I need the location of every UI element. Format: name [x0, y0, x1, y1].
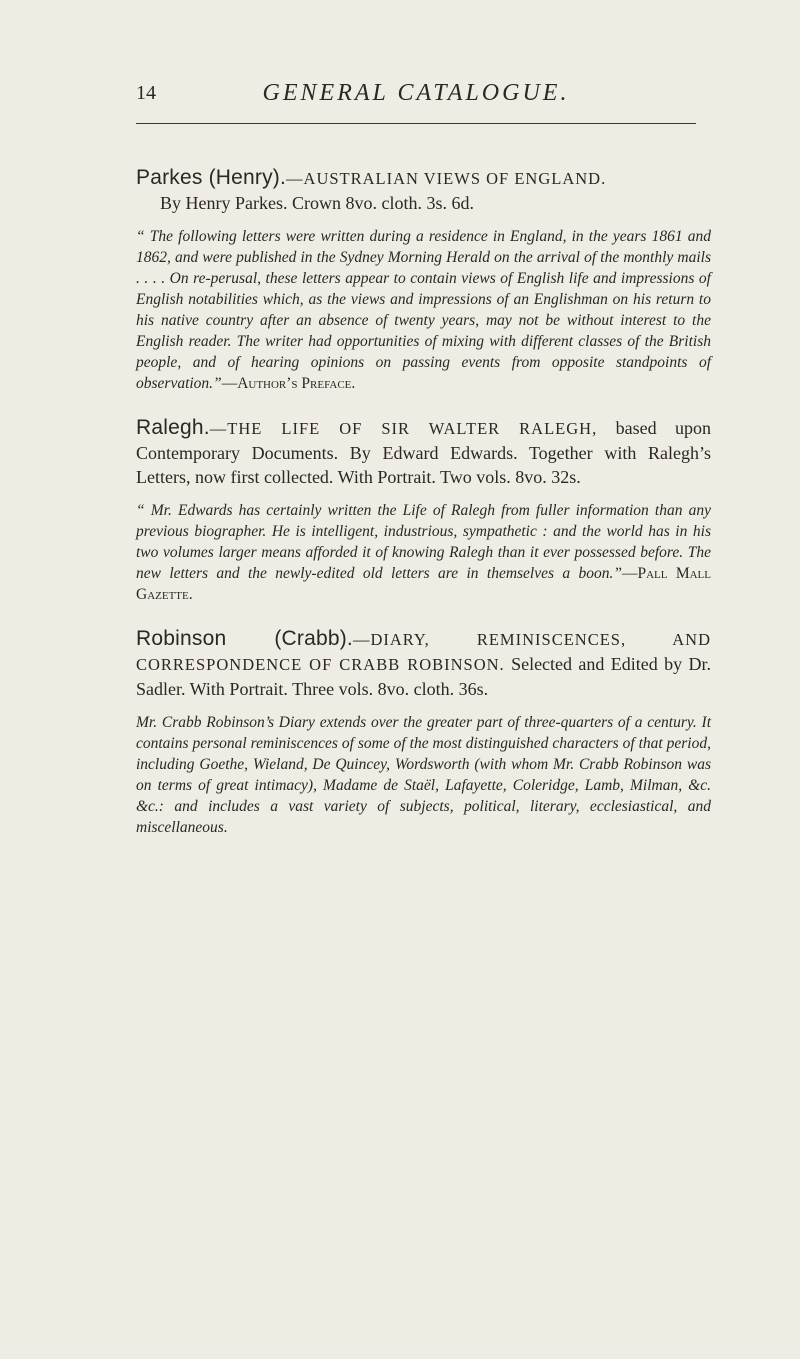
- page-header: [136, 80, 696, 124]
- entry-author: Ralegh.: [136, 416, 210, 439]
- entry-details: Selected and Edited by Dr. Sadler. With Portrait. Three vols. 8vo. cloth. 36s.: [136, 654, 711, 699]
- entry-title: —THE LIFE OF SIR WALTER RALEGH,: [209, 419, 598, 438]
- catalogue-entry: [136, 416, 711, 605]
- catalogue-entry: [136, 627, 711, 838]
- review-source: —Pall Mall Gazette.: [136, 565, 711, 603]
- review-text: “ The following letters were written during a residence in England, in the years 1861 and 1862, and were published in the Sydney Morning Herald on the arrival of the monthly mails . . . . On re-perusal, these letters appear to contain views of English life and impressions of English notabilities which, as the views and impressions of an Englishman on his return to his native country after an absence of twenty years, may not be without interest to the English reader. The writer had opportunities of mixing with different classes of the British people, and of hearing opinions on passing events from opposite standpoints of observation.”: [136, 228, 711, 392]
- catalogue-entry: [136, 166, 711, 394]
- entry-details: based upon Contemporary Documents. By Edward Edwards. Together with Ralegh’s Letters, now first collected. With Portrait. Two vols. 8vo. 32s.: [136, 418, 712, 487]
- review-text: “ Mr. Edwards has certainly written the Life of Ralegh from fuller information than any previous biographer. He is intelligent, industrious, sympathetic : and the world has in his two volumes larger means afforded it of knowing Ralegh than it ever possessed before. The new letters and the newly-edited old letters are in themselves a boon.”: [136, 502, 711, 582]
- review-text: Mr. Crabb Robinson’s Diary extends over the greater part of three-quarters of a century. It contains personal reminiscences of some of the most distinguished characters of that period, including Goethe, Wieland, De Quincey, Wordsworth (with whom Mr. Crabb Robinson was on terms of great intimacy), Madame de Staël, Lafayette, Coleridge, Lamb, Milman, &c. &c.: and includes a vast variety of subjects, political, literary, ecclesiastical, and miscellaneous.: [136, 714, 711, 836]
- entry-author: Robinson (Crabb).: [136, 627, 353, 650]
- running-title: GENERAL CATALOGUE.: [262, 80, 570, 106]
- page-number: 14: [136, 82, 156, 104]
- review-source: —Author’s Preface.: [221, 375, 356, 392]
- catalogue-entries: [136, 166, 711, 860]
- entry-heading: [136, 627, 711, 701]
- header-rule: [136, 123, 696, 124]
- entry-author: Parkes (Henry).: [136, 166, 287, 189]
- entry-heading: [136, 416, 711, 489]
- entry-review: [136, 712, 711, 838]
- entry-review: [136, 226, 711, 394]
- entry-title: —AUSTRALIAN VIEWS OF ENGLAND.: [286, 169, 607, 188]
- entry-title: —DIARY, REMINISCENCES, AND CORRESPONDENCE OF CRABB ROBINSON.: [136, 630, 711, 674]
- entry-heading: [136, 166, 711, 215]
- entry-review: [136, 500, 711, 605]
- entry-details: By Henry Parkes. Crown 8vo. cloth. 3s. 6d.: [160, 193, 474, 213]
